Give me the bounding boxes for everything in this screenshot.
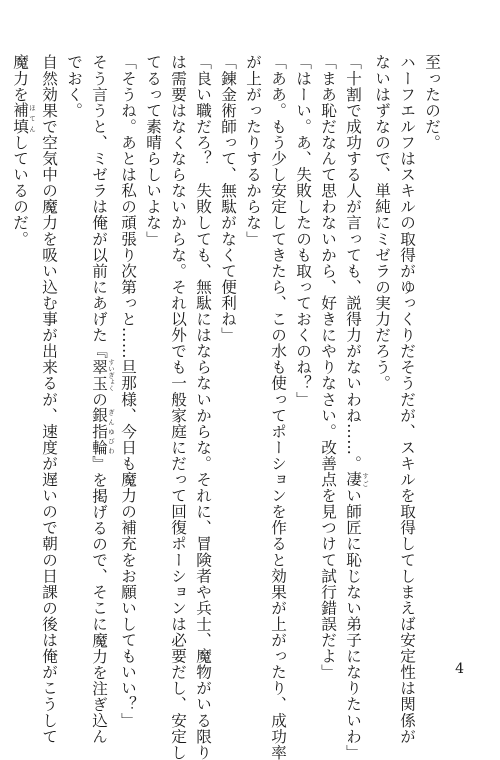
- text-line-16: 自然効果で空気中の魔力を吸い込む事が出来るが、速度が遅いので朝の日課の後は俺がこうして: [40, 54, 58, 745]
- text-line-17: 魔力を補填 ほてんしているのだ。: [11, 54, 36, 247]
- ruby-sugoi-reading: すご: [361, 471, 369, 488]
- text-line-10: 「良い職だろ？ 失敗しても、無駄にはならないからな。それに、冒険者や兵士、魔物がいる限り: [194, 54, 212, 760]
- text-line-5: 「まあ恥だなんて思わないから、好きにやりなさい。改善点を見つけて試行錯誤だよ」: [319, 54, 337, 680]
- ruby-ginyubiwa-reading: ぎんゆびわ: [107, 407, 115, 456]
- line-4-head: 「十割で成功する人が言っても、説得力がないわね……。: [344, 54, 362, 472]
- text-line-14: そう言うと、ミゼラは俺が以前にあげた『翠玉 すいぎょくの銀指輪 ぎんゆびわ』を掲げるので、そこに魔力を注ぎ込ん: [90, 54, 115, 745]
- text-line-9: 「錬金術師って、無駄がなくて便利ね」: [219, 54, 237, 343]
- close-bracket: 』: [90, 455, 108, 472]
- text-line-12: てるって素晴らしいよな」: [144, 54, 162, 247]
- text-line-15: でおく。: [65, 54, 83, 119]
- line-14-tail: を掲げるので、そこに魔力を注ぎ込ん: [90, 471, 108, 745]
- ruby-hojuu: [11, 102, 36, 135]
- ruby-suigyoku-reading: すいぎょく: [107, 358, 115, 392]
- text-line-11: は需要はなくならないからな。それ以外でも一般家庭にだって回復ポーションは必要だし、安定し: [169, 54, 187, 760]
- ruby-suigyoku: [90, 358, 115, 392]
- text-line-2: ハーフエルフはスキルの取得がゆっくりだそうだが、スキルを取得してしまえば安定性は関係が: [398, 54, 416, 745]
- text-line-13: 「そうね。あとは私の頑張り次第っと……旦那様、今日も魔力の補充をお願いしてもいい？」: [119, 54, 137, 729]
- text-line-4: [340, 54, 369, 760]
- text-line-1: 至ったのだ。: [423, 54, 441, 151]
- ruby-hojuu-reading: ほてん: [28, 102, 36, 135]
- line-4-tail: い師匠に恥じない弟子になりたいわ」: [344, 487, 362, 760]
- text-line-3: ないはずなので、単純にミゼラの実力だろう。: [373, 54, 391, 392]
- vertical-text-body: [7, 54, 444, 760]
- open-bracket: 『: [90, 342, 108, 359]
- ruby-hojuu-base: 補填: [11, 102, 29, 135]
- text-line-7: 「ああ。もう少し安定してきたら、この水も使ってポーションを作ると効果が上がったり、成功率: [269, 54, 287, 760]
- ruby-ginyubiwa-base: 銀指輪: [90, 407, 108, 456]
- page-number: 4: [455, 661, 464, 677]
- ruby-suigyoku-base: 翠玉: [90, 358, 108, 392]
- line-14-head: そう言うと、ミゼラは俺が以前にあげた: [90, 54, 108, 343]
- ruby-sugoi: [344, 471, 369, 488]
- ruby-ginyubiwa: [90, 407, 115, 456]
- text-line-8: が上がったりするからな」: [244, 54, 262, 247]
- ruby-sugoi-base: 凄: [344, 471, 362, 488]
- text-line-6: 「はーい。あ、失敗したのも取っておくのね？」: [294, 54, 312, 408]
